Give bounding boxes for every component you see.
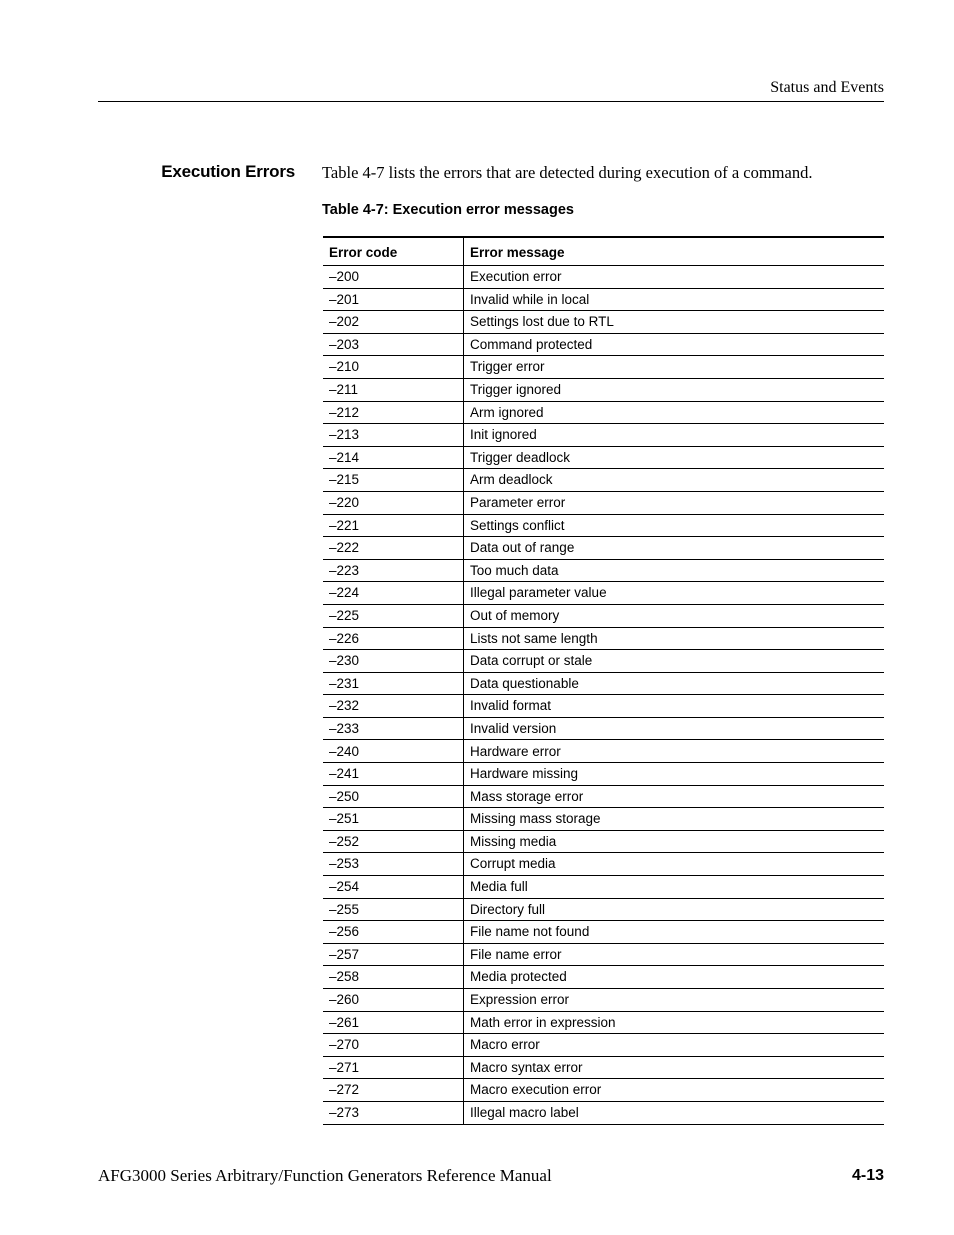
error-code-cell: –252	[323, 830, 464, 853]
error-code-cell: –226	[323, 627, 464, 650]
error-message-cell: Illegal macro label	[464, 1101, 885, 1124]
table-row	[323, 446, 884, 469]
error-code-cell: –200	[323, 266, 464, 289]
error-message-cell: Out of memory	[464, 604, 885, 627]
error-message-cell: Macro syntax error	[464, 1056, 885, 1079]
error-code-cell: –273	[323, 1101, 464, 1124]
table-row	[323, 740, 884, 763]
error-code-cell: –271	[323, 1056, 464, 1079]
error-code-cell: –210	[323, 356, 464, 379]
error-code-cell: –240	[323, 740, 464, 763]
table-row	[323, 356, 884, 379]
table-row	[323, 876, 884, 899]
error-message-cell: Mass storage error	[464, 785, 885, 808]
error-message-cell: Init ignored	[464, 424, 885, 447]
table-row	[323, 469, 884, 492]
error-message-cell: Settings lost due to RTL	[464, 311, 885, 334]
table-header-row	[323, 237, 884, 266]
error-message-cell: Directory full	[464, 898, 885, 921]
table-row	[323, 785, 884, 808]
table-caption: Table 4-7: Execution error messages	[322, 202, 574, 218]
error-code-cell: –261	[323, 1011, 464, 1034]
error-message-cell: Trigger deadlock	[464, 446, 885, 469]
header-rule	[98, 101, 884, 102]
table-row	[323, 491, 884, 514]
error-message-cell: Arm deadlock	[464, 469, 885, 492]
error-code-cell: –203	[323, 333, 464, 356]
error-code-cell: –250	[323, 785, 464, 808]
error-message-cell: Illegal parameter value	[464, 582, 885, 605]
table-row	[323, 1011, 884, 1034]
error-code-cell: –272	[323, 1079, 464, 1102]
error-code-cell: –220	[323, 491, 464, 514]
table-row	[323, 401, 884, 424]
table-row	[323, 695, 884, 718]
table-row	[323, 514, 884, 537]
error-code-cell: –233	[323, 717, 464, 740]
table-row	[323, 921, 884, 944]
error-message-cell: Lists not same length	[464, 627, 885, 650]
error-message-cell: Data corrupt or stale	[464, 650, 885, 673]
error-code-cell: –202	[323, 311, 464, 334]
error-message-cell: Media protected	[464, 966, 885, 989]
error-code-cell: –215	[323, 469, 464, 492]
table-row	[323, 582, 884, 605]
error-message-cell: Hardware missing	[464, 763, 885, 786]
table-row	[323, 333, 884, 356]
table-row	[323, 989, 884, 1012]
table-row	[323, 808, 884, 831]
error-code-cell: –225	[323, 604, 464, 627]
section-heading: Execution Errors	[161, 162, 295, 181]
error-message-cell: Macro execution error	[464, 1079, 885, 1102]
table-row	[323, 311, 884, 334]
error-message-cell: Math error in expression	[464, 1011, 885, 1034]
error-message-cell: Command protected	[464, 333, 885, 356]
table-row	[323, 1034, 884, 1057]
error-code-cell: –201	[323, 288, 464, 311]
table-row	[323, 672, 884, 695]
error-code-cell: –213	[323, 424, 464, 447]
error-message-cell: Execution error	[464, 266, 885, 289]
error-message-cell: Media full	[464, 876, 885, 899]
error-message-cell: Data questionable	[464, 672, 885, 695]
column-header-error-message: Error message	[464, 237, 885, 266]
table-row	[323, 1101, 884, 1124]
table-body	[323, 266, 884, 1125]
error-message-cell: Macro error	[464, 1034, 885, 1057]
error-message-cell: Too much data	[464, 559, 885, 582]
error-code-cell: –253	[323, 853, 464, 876]
table-row	[323, 559, 884, 582]
error-code-cell: –255	[323, 898, 464, 921]
error-message-cell: Parameter error	[464, 491, 885, 514]
table-row	[323, 288, 884, 311]
column-header-error-code: Error code	[323, 237, 464, 266]
error-message-cell: Missing mass storage	[464, 808, 885, 831]
error-code-cell: –214	[323, 446, 464, 469]
error-message-cell: Invalid format	[464, 695, 885, 718]
error-code-cell: –232	[323, 695, 464, 718]
error-code-cell: –222	[323, 537, 464, 560]
table-row	[323, 378, 884, 401]
error-code-cell: –231	[323, 672, 464, 695]
error-message-cell: Missing media	[464, 830, 885, 853]
error-code-cell: –223	[323, 559, 464, 582]
table-row	[323, 853, 884, 876]
error-message-cell: File name error	[464, 943, 885, 966]
table-row	[323, 266, 884, 289]
execution-error-table	[323, 236, 884, 1125]
table-row	[323, 650, 884, 673]
table-row	[323, 537, 884, 560]
error-code-cell: –258	[323, 966, 464, 989]
footer-manual-title: AFG3000 Series Arbitrary/Function Generators Reference Manual	[98, 1166, 552, 1185]
error-code-cell: –257	[323, 943, 464, 966]
error-message-cell: Data out of range	[464, 537, 885, 560]
error-code-cell: –212	[323, 401, 464, 424]
table-row	[323, 717, 884, 740]
table-row	[323, 898, 884, 921]
table-row	[323, 627, 884, 650]
error-code-cell: –270	[323, 1034, 464, 1057]
error-message-cell: Settings conflict	[464, 514, 885, 537]
table-row	[323, 943, 884, 966]
error-code-cell: –221	[323, 514, 464, 537]
error-message-cell: Expression error	[464, 989, 885, 1012]
table-row	[323, 966, 884, 989]
error-message-cell: Hardware error	[464, 740, 885, 763]
error-message-cell: Arm ignored	[464, 401, 885, 424]
table-row	[323, 830, 884, 853]
error-message-cell: Invalid version	[464, 717, 885, 740]
running-header: Status and Events	[770, 79, 884, 96]
table-row	[323, 1056, 884, 1079]
error-code-cell: –251	[323, 808, 464, 831]
table-row	[323, 1079, 884, 1102]
error-message-cell: Invalid while in local	[464, 288, 885, 311]
error-code-cell: –224	[323, 582, 464, 605]
table-row	[323, 763, 884, 786]
error-code-cell: –230	[323, 650, 464, 673]
error-code-cell: –211	[323, 378, 464, 401]
error-message-cell: Trigger ignored	[464, 378, 885, 401]
error-code-cell: –241	[323, 763, 464, 786]
page-number: 4-13	[851, 1167, 884, 1184]
error-message-cell: File name not found	[464, 921, 885, 944]
error-code-cell: –254	[323, 876, 464, 899]
table-row	[323, 604, 884, 627]
table-row	[323, 424, 884, 447]
error-code-cell: –260	[323, 989, 464, 1012]
error-message-cell: Trigger error	[464, 356, 885, 379]
error-message-cell: Corrupt media	[464, 853, 885, 876]
error-code-cell: –256	[323, 921, 464, 944]
intro-paragraph: Table 4-7 lists the errors that are detected during execution of a command.	[322, 163, 813, 182]
